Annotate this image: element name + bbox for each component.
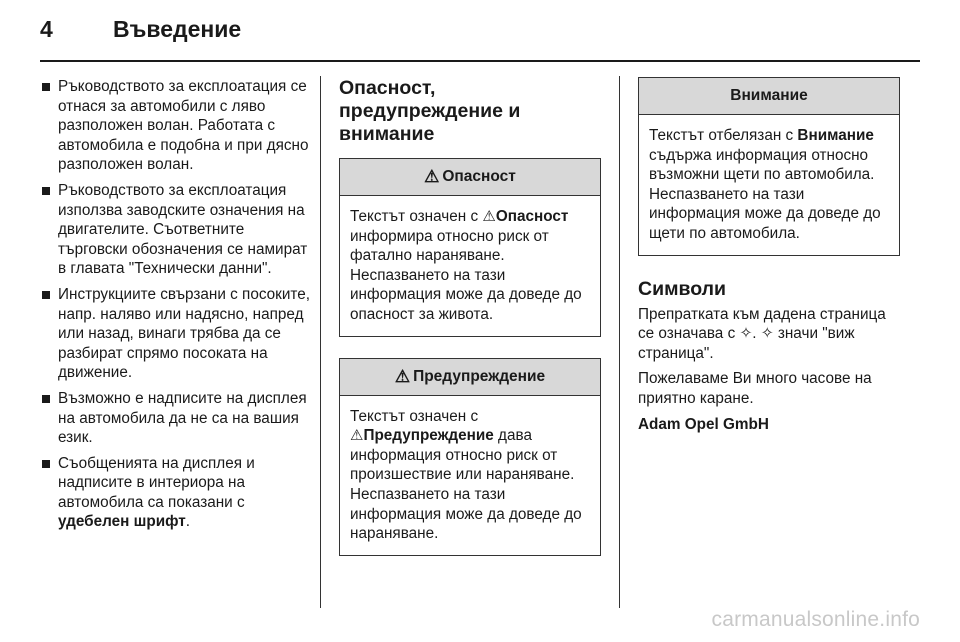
warning-title: Предупреждение: [413, 367, 546, 385]
bullet-icon: [42, 460, 50, 468]
bullet-icon: [42, 291, 50, 299]
danger-box-header: [340, 159, 600, 196]
bullet-icon: [42, 187, 50, 195]
list-item: [40, 454, 310, 532]
warning-triangle-icon: ⚠: [350, 427, 364, 445]
list-item-text: Ръководството за експлоатация се отнася за автомобили с ляво разположен волан. Работата с автомобила е подобна и при дясно разположен волан.: [58, 78, 309, 174]
bullet-list: [40, 77, 310, 538]
list-item: [40, 77, 310, 175]
warning-box-header: [340, 359, 600, 396]
bullet-icon: [42, 83, 50, 91]
warning-triangle-icon: ⚠: [424, 167, 440, 186]
list-item-text: Съобщенията на дисплея и надписите в интериора на автомобила са показани с удебелен шрифт.: [58, 454, 255, 531]
danger-title: Опасност: [442, 168, 516, 185]
right-column: [638, 77, 900, 440]
list-item-text: Инструкциите свързани с посоките, напр. наляво или надясно, напред или назад, винаги трябва да се разбират спрямо посоката на движение.: [58, 285, 310, 382]
danger-box: [339, 158, 601, 337]
caution-title: Внимание: [730, 87, 808, 104]
warning-box: [339, 358, 601, 556]
signature: Adam Opel GmbH: [638, 415, 769, 433]
section-heading: Опасност, предупреждение и внимание: [339, 77, 521, 145]
warning-triangle-icon: ⚠: [394, 366, 411, 386]
list-item: [40, 181, 310, 279]
bold-example: удебелен шрифт: [58, 513, 186, 531]
symbols-heading: Символи: [638, 277, 727, 300]
list-item: [40, 389, 310, 448]
warning-text: Текстът означен с ⚠Предупреждение дава информация относно риск от произшествие или нараняване. Неспазването на тази информация може да доведе до нараняване.: [350, 407, 582, 543]
page-number: 4: [40, 16, 53, 42]
column-divider-right: [619, 76, 620, 608]
warnings-section: [339, 77, 601, 577]
bullet-icon: [42, 395, 50, 403]
warning-triangle-icon: ⚠: [482, 208, 496, 225]
page-title: Въведение: [113, 16, 242, 42]
watermark: carmanualsonline.info: [711, 608, 920, 631]
caution-text: Текстът отбелязан с Внимание съдържа информация относно възможни щети по автомобила. Неспазването на тази информация може да доведе до щети по автомобила.: [649, 127, 881, 242]
caution-box: [638, 77, 900, 256]
list-item-text: Ръководството за експлоатация използва заводските означения на двигателите. Съответните търговски обозначения се намират в главата "Технически данни".: [58, 181, 308, 278]
closing-text: Пожелаваме Ви много часове на приятно каране.: [638, 370, 872, 407]
page-header: [40, 16, 920, 56]
danger-text: Текстът означен с ⚠Опасност информира относно риск от фатално нараняване. Неспазването на тази информация може да доведе до опасност за живота.: [350, 208, 582, 323]
list-item: [40, 285, 310, 383]
list-item-text: Възможно е надписите на дисплея на автомобила да не са на вашия език.: [58, 389, 307, 447]
column-divider-left: [320, 76, 321, 608]
header-divider: [40, 60, 920, 62]
caution-box-header: [639, 78, 899, 115]
symbols-text: Препратката към дадена страница се означава с ✧. ✧ значи "виж страница".: [638, 305, 886, 362]
